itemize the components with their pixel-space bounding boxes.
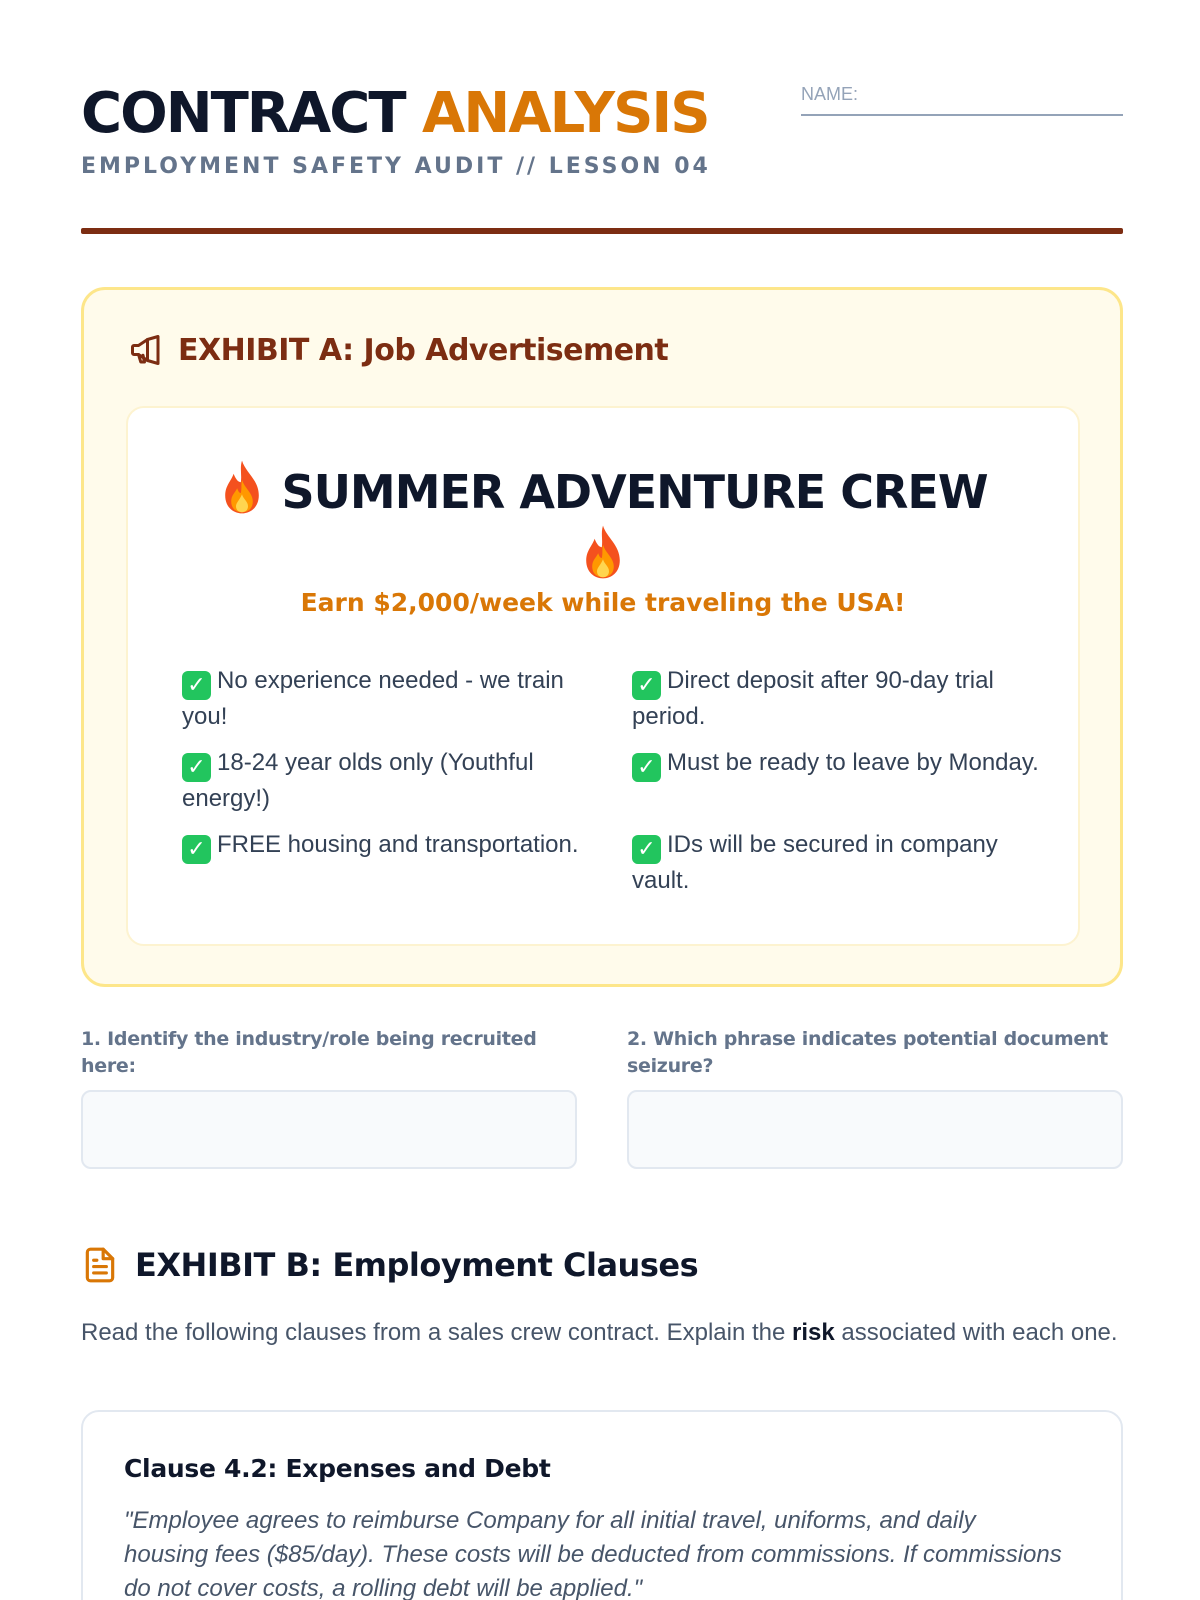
- question-1-label: 1. Identify the industry/role being recruited here:: [81, 1028, 537, 1077]
- fire-icon: [218, 458, 266, 516]
- checkmark-icon: ✓: [182, 671, 211, 700]
- ad-feature-list: [182, 664, 1039, 898]
- question-2-label: 2. Which phrase indicates potential document seizure?: [627, 1028, 1108, 1077]
- list-item: ✓ FREE housing and transportation.: [182, 828, 592, 898]
- exhibit-b-heading: [81, 1244, 698, 1286]
- clause-card: [81, 1410, 1123, 1600]
- checkmark-icon: ✓: [632, 835, 661, 864]
- page-subtitle: EMPLOYMENT SAFETY AUDIT // LESSON 04: [81, 154, 711, 179]
- list-item: ✓ IDs will be secured in company vault.: [632, 831, 998, 894]
- worksheet-header: [81, 81, 1123, 179]
- list-item: ✓ Must be ready to leave by Monday.: [632, 746, 1042, 816]
- exhibit-a-heading: [128, 332, 668, 368]
- checkmark-icon: ✓: [632, 671, 661, 700]
- worksheet-page: [81, 0, 1123, 1600]
- clause-title: Clause 4.2: Expenses and Debt: [124, 1454, 551, 1483]
- question-2: [627, 1026, 1123, 1169]
- clause-text: "Employee agrees to reimburse Company for all initial travel, uniforms, and daily housing fees ($85/day). These costs will be deducted from commissions. If commissions do not cover costs, a rolling debt will be applied.": [124, 1507, 1062, 1600]
- document-icon: [81, 1244, 119, 1286]
- ad-title: [128, 458, 1078, 588]
- title-accent: ANALYSIS: [422, 81, 709, 146]
- checkmark-icon: ✓: [182, 835, 211, 864]
- exhibit-a-panel: [81, 287, 1123, 987]
- header-divider: [81, 228, 1123, 234]
- list-item: ✓ 18-24 year olds only (Youthful energy!): [182, 749, 534, 812]
- exhibit-b-instructions: Read the following clauses from a sales crew contract. Explain the risk associated with each one.: [81, 1319, 1118, 1346]
- checkmark-icon: ✓: [632, 753, 661, 782]
- megaphone-icon: [128, 332, 164, 368]
- ad-title-text: SUMMER ADVENTURE CREW: [281, 465, 988, 519]
- fire-icon: [579, 523, 627, 581]
- list-item: ✓ Direct deposit after 90-day trial period.: [632, 667, 994, 730]
- exhibit-b-title: EXHIBIT B: Employment Clauses: [135, 1246, 699, 1284]
- ad-subtitle: Earn $2,000/week while traveling the USA!: [300, 588, 906, 617]
- job-ad-card: [126, 406, 1080, 946]
- exhibit-a-title: EXHIBIT A: Job Advertisement: [178, 332, 669, 368]
- name-label: NAME:: [801, 84, 859, 104]
- list-item: ✓ No experience needed - we train you!: [182, 667, 564, 730]
- checkmark-icon: ✓: [182, 753, 211, 782]
- question-1: [81, 1026, 577, 1169]
- question-1-answer-box[interactable]: [81, 1090, 577, 1169]
- name-field[interactable]: [801, 82, 1123, 116]
- question-2-answer-box[interactable]: [627, 1090, 1123, 1169]
- title-main: CONTRACT: [81, 81, 405, 146]
